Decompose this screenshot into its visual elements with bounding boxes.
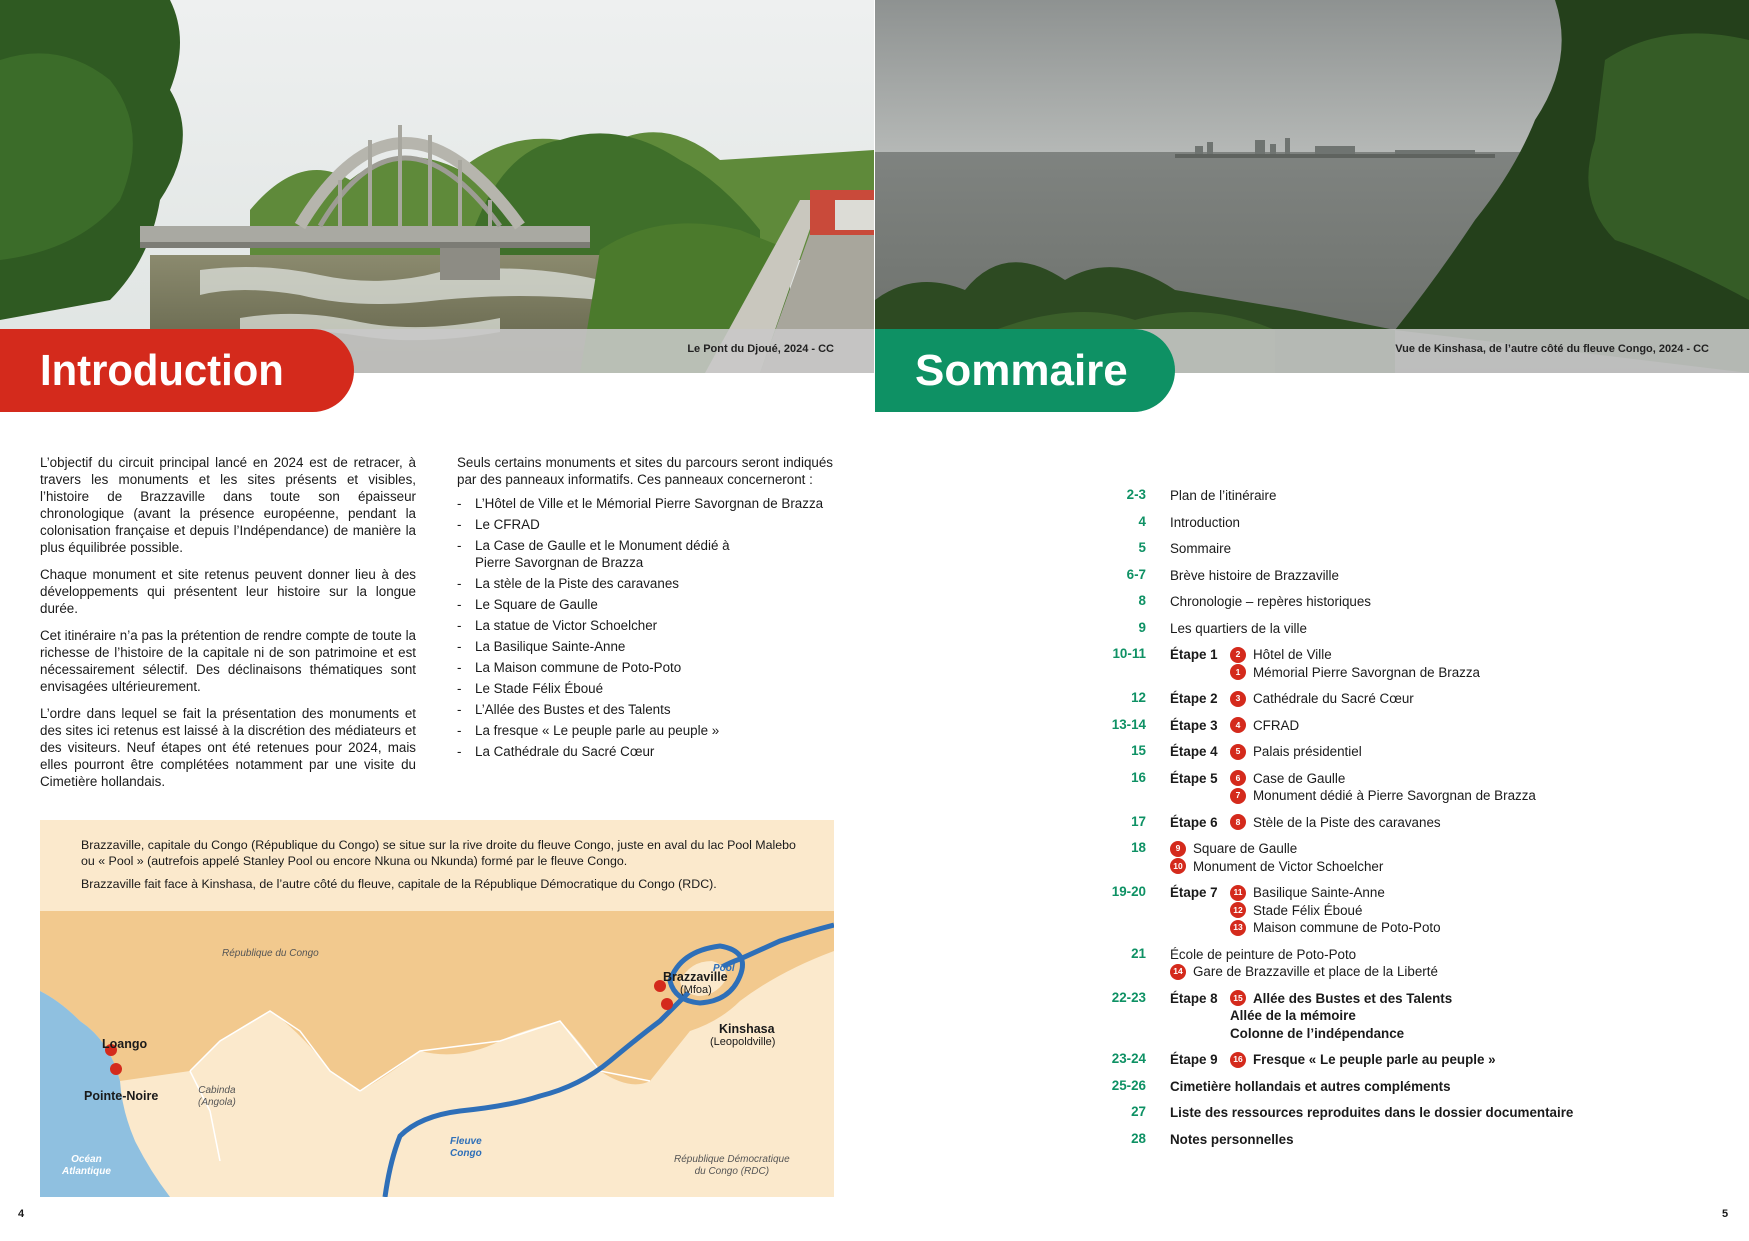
- toc-line: [1170, 620, 1710, 638]
- toc-page-number: 13-14: [1111, 716, 1146, 732]
- introduction-title-tab: [0, 329, 354, 412]
- toc-page-number: 15: [1131, 743, 1146, 758]
- site-number-badge: 10: [1170, 858, 1186, 874]
- label-ocean-atlantique: Océan Atlantique: [62, 1154, 111, 1177]
- map-text: Brazzaville fait face à Kinshasa, de l’autre côté du fleuve, capitale de la République Démocratique du Congo (RDC).: [81, 877, 717, 891]
- kinshasa-dot: [661, 998, 673, 1010]
- list-item: - Le Square de Gaulle: [457, 596, 833, 613]
- map-description: [81, 837, 801, 899]
- toc-entry-body: [1170, 690, 1710, 708]
- toc-entry: [1110, 487, 1710, 505]
- toc-entry: [1110, 1131, 1710, 1149]
- toc-item-text: École de peinture de Poto-Poto: [1170, 946, 1357, 962]
- list-item: - Le Stade Félix Éboué: [457, 680, 833, 697]
- toc-stage-label: Étape 8: [1170, 990, 1218, 1006]
- toc-line: [1170, 919, 1710, 937]
- toc-line: [1170, 717, 1710, 735]
- intro-paragraph: L’objectif du circuit principal lancé en 2024 est de retracer, à travers les monuments et les sites présents et visibles, l’histoire de Brazzaville dans toute son épaisseur chronologique (avant la présence européenne, pendant la colonisation française et depuis l’Indépendance) de manière la plus équilibrée possible.: [40, 455, 416, 555]
- bridge-photo-caption: Le Pont du Djoué, 2024 - CC: [687, 343, 834, 355]
- toc-entry: [1110, 540, 1710, 558]
- toc-entry: [1110, 1051, 1710, 1069]
- map-text: Brazzaville, capitale du Congo (République du Congo) se situe sur la rive droite du fleuve Congo, juste en aval du lac Pool Malebo ou « Pool » (autrefois appelé Stanley Pool ou encore Nkuna ou Nkunda) formé par le fleuve Congo.: [81, 838, 796, 868]
- toc-entry-body: [1170, 487, 1710, 505]
- toc-item-text: CFRAD: [1253, 717, 1300, 733]
- page-number-right: 5: [1722, 1208, 1729, 1220]
- toc-page-number: 9: [1138, 619, 1146, 635]
- toc-page-number: 21: [1131, 945, 1146, 961]
- toc-entry-body: [1170, 593, 1710, 611]
- toc-entry-body: [1170, 840, 1710, 875]
- toc-stage-label: Étape 7: [1170, 885, 1218, 900]
- toc-line: [1170, 1025, 1710, 1043]
- toc-item-text: Plan de l’itinéraire: [1170, 488, 1277, 503]
- toc-item-text: Gare de Brazzaville et place de la Liberté: [1193, 964, 1438, 979]
- intro-column-1: [40, 454, 416, 800]
- toc-line: [1170, 963, 1710, 981]
- toc-stage-label: Étape 5: [1170, 770, 1218, 786]
- site-number-badge: 1: [1230, 664, 1246, 680]
- list-item: - La Maison commune de Poto-Poto: [457, 659, 833, 676]
- intro-column-2: [457, 454, 833, 764]
- toc-page-number: 27: [1131, 1104, 1146, 1119]
- toc-line: [1170, 946, 1710, 964]
- list-item: - La Basilique Sainte-Anne: [457, 638, 833, 655]
- label-republique-du-congo: République du Congo: [222, 948, 319, 959]
- location-map: [40, 820, 834, 1197]
- site-number-badge: 14: [1170, 964, 1186, 980]
- toc-entry-body: [1170, 1104, 1710, 1122]
- label-leopoldville: (Leopoldville): [710, 1036, 776, 1048]
- toc-line: [1170, 902, 1710, 920]
- site-number-badge: 9: [1170, 841, 1186, 857]
- toc-line: [1170, 1078, 1710, 1096]
- toc-line: [1170, 1104, 1710, 1122]
- toc-entry: [1110, 884, 1710, 937]
- site-number-badge: 16: [1230, 1052, 1246, 1068]
- kinshasa-photo-caption: Vue de Kinshasa, de l’autre côté du fleuve Congo, 2024 - CC: [1395, 343, 1709, 355]
- bridge-photo: [0, 0, 874, 373]
- toc-page-number: 4: [1138, 513, 1146, 529]
- toc-line: [1170, 1131, 1710, 1149]
- toc-item-text: Case de Gaulle: [1253, 770, 1346, 786]
- toc-entry-body: [1170, 717, 1710, 735]
- toc-line: [1170, 593, 1710, 611]
- site-number-badge: 8: [1230, 814, 1246, 830]
- toc-entry: [1110, 690, 1710, 708]
- toc-stage-label: Étape 3: [1170, 717, 1218, 733]
- toc-entry: [1110, 990, 1710, 1043]
- list-item: - L’Allée des Bustes et des Talents: [457, 701, 833, 718]
- toc-item-text: Stade Félix Éboué: [1253, 902, 1363, 918]
- intro-paragraph: L’ordre dans lequel se fait la présentation des monuments et des sites ici retenus est laissé à la discrétion des médiateurs et des visiteurs. Neuf étapes ont été retenues pour 2024, mais elles pourront être complétées notamment par une visite du Cimetière hollandais.: [40, 706, 416, 789]
- toc-page-number: 22-23: [1111, 989, 1146, 1005]
- sommaire-title: Sommaire: [915, 346, 1128, 395]
- toc-item-text: Liste des ressources reproduites dans le dossier documentaire: [1170, 1105, 1574, 1120]
- toc-item-text: Hôtel de Ville: [1253, 647, 1332, 662]
- toc-item-text: Monument de Victor Schoelcher: [1193, 858, 1384, 874]
- toc-entry-body: [1170, 743, 1710, 761]
- toc-line: [1170, 1051, 1710, 1069]
- sommaire-title-tab: [875, 329, 1175, 412]
- toc-page-number: 12: [1131, 690, 1146, 705]
- list-item: - La stèle de la Piste des caravanes: [457, 575, 833, 592]
- intro-paragraph: Chaque monument et site retenus peuvent donner lieu à des développements qui présentent leur histoire sur la longue durée.: [40, 567, 416, 616]
- intro-paragraph: Cet itinéraire n’a pas la prétention de rendre compte de toute la richesse de l’histoire de la capitale ni de son patrimoine et est nécessairement sélectif. Des déclinaisons thématiques sont envisagées ultérieurement.: [40, 628, 416, 694]
- site-number-badge: 15: [1230, 990, 1246, 1006]
- toc-item-text: Notes personnelles: [1170, 1131, 1294, 1147]
- toc-stage-label: Étape 9: [1170, 1052, 1218, 1067]
- toc-page-number: 5: [1138, 540, 1146, 555]
- label-brazzaville: Brazzaville: [663, 970, 728, 984]
- toc-stage-label: Étape 4: [1170, 744, 1218, 759]
- toc-item-text: Palais présidentiel: [1253, 744, 1362, 759]
- toc-entry: [1110, 946, 1710, 981]
- toc-item-text: Brève histoire de Brazzaville: [1170, 567, 1339, 583]
- toc-entry-body: [1170, 1051, 1710, 1069]
- panels-intro: Seuls certains monuments et sites du parcours seront indiqués par des panneaux informatifs. Ces panneaux concerneront :: [457, 455, 833, 487]
- toc-entry-body: [1170, 946, 1710, 981]
- label-kinshasa: Kinshasa: [719, 1022, 775, 1036]
- toc-page-number: 2-3: [1126, 487, 1146, 502]
- toc-line: [1170, 690, 1710, 708]
- toc-line: [1170, 540, 1710, 558]
- toc-line: [1170, 787, 1710, 805]
- toc-item-text: Introduction: [1170, 514, 1240, 530]
- site-number-badge: 2: [1230, 647, 1246, 663]
- toc-page-number: 16: [1131, 769, 1146, 785]
- toc-line: [1170, 646, 1710, 664]
- panels-list: [457, 495, 833, 760]
- toc-line: [1170, 514, 1710, 532]
- label-mfoa: (Mfoa): [680, 984, 712, 996]
- label-loango: Loango: [102, 1037, 148, 1051]
- list-item: - Le CFRAD: [457, 516, 833, 533]
- toc-item-text: Allée de la mémoire: [1230, 1008, 1356, 1023]
- list-item: - La statue de Victor Schoelcher: [457, 617, 833, 634]
- list-item: - La fresque « Le peuple parle au peuple »: [457, 722, 833, 739]
- toc-page-number: 25-26: [1111, 1077, 1146, 1093]
- site-number-badge: 7: [1230, 788, 1246, 804]
- toc-stage-label: Étape 1: [1170, 647, 1218, 662]
- toc-page-number: 18: [1131, 840, 1146, 855]
- kinshasa-view-photo: [875, 0, 1749, 373]
- toc-item-text: Allée des Bustes et des Talents: [1253, 990, 1453, 1006]
- toc-entry: [1110, 1078, 1710, 1096]
- site-number-badge: 12: [1230, 902, 1246, 918]
- toc-item-text: Stèle de la Piste des caravanes: [1253, 814, 1441, 830]
- toc-entry: [1110, 840, 1710, 875]
- site-number-badge: 4: [1230, 717, 1246, 733]
- toc-item-text: Maison commune de Poto-Poto: [1253, 920, 1441, 935]
- toc-page-number: 8: [1138, 593, 1146, 608]
- toc-page-number: 17: [1131, 813, 1146, 829]
- toc-entry: [1110, 743, 1710, 761]
- toc-entry-body: [1170, 884, 1710, 937]
- toc-entry-body: [1170, 620, 1710, 638]
- toc-item-text: Les quartiers de la ville: [1170, 620, 1307, 636]
- toc-entry: [1110, 567, 1710, 585]
- toc-line: [1170, 814, 1710, 832]
- site-number-badge: 6: [1230, 770, 1246, 786]
- toc-entry: [1110, 593, 1710, 611]
- label-pool: Pool: [713, 963, 735, 974]
- list-item: - La Cathédrale du Sacré Cœur: [457, 743, 833, 760]
- toc-line: [1170, 567, 1710, 585]
- toc-item-text: Mémorial Pierre Savorgnan de Brazza: [1253, 664, 1481, 680]
- label-pointe-noire: Pointe-Noire: [84, 1089, 159, 1103]
- label-fleuve-congo: Fleuve Congo: [450, 1136, 482, 1159]
- site-number-badge: 5: [1230, 744, 1246, 760]
- toc-entry-body: [1170, 646, 1710, 681]
- label-rdc: République Démocratique du Congo (RDC): [674, 1154, 790, 1177]
- toc-page-number: 10-11: [1112, 646, 1146, 661]
- toc-entry-body: [1170, 990, 1710, 1043]
- list-item: - La Case de Gaulle et le Monument dédié à Pierre Savorgnan de Brazza: [457, 537, 735, 571]
- toc-stage-label: Étape 2: [1170, 691, 1218, 706]
- toc-page-number: 23-24: [1111, 1051, 1146, 1066]
- toc-entry: [1110, 717, 1710, 735]
- toc-item-text: Cimetière hollandais et autres compléments: [1170, 1078, 1451, 1094]
- toc-page-number: 6-7: [1126, 566, 1146, 582]
- toc-item-text: Basilique Sainte-Anne: [1253, 885, 1385, 900]
- toc-line: [1170, 1007, 1710, 1025]
- toc-entry: [1110, 620, 1710, 638]
- toc-item-text: Colonne de l’indépendance: [1230, 1025, 1405, 1041]
- toc-entry-body: [1170, 514, 1710, 532]
- toc-item-text: Fresque « Le peuple parle au peuple »: [1253, 1052, 1496, 1067]
- toc-item-text: Square de Gaulle: [1193, 841, 1298, 856]
- toc-page-number: 28: [1131, 1130, 1146, 1146]
- toc-line: [1170, 770, 1710, 788]
- toc-entry-body: [1170, 540, 1710, 558]
- toc-line: [1170, 487, 1710, 505]
- toc-stage-label: Étape 6: [1170, 814, 1218, 830]
- toc-entry-body: [1170, 770, 1710, 805]
- toc-entry-body: [1170, 567, 1710, 585]
- toc-entry: [1110, 514, 1710, 532]
- table-of-contents: [1110, 487, 1710, 1157]
- toc-line: [1170, 840, 1710, 858]
- page-number-left: 4: [18, 1208, 25, 1220]
- toc-line: [1170, 664, 1710, 682]
- list-item: - L’Hôtel de Ville et le Mémorial Pierre Savorgnan de Brazza: [457, 495, 833, 512]
- toc-entry: [1110, 770, 1710, 805]
- toc-item-text: Monument dédié à Pierre Savorgnan de Brazza: [1253, 788, 1536, 803]
- toc-entry: [1110, 646, 1710, 681]
- toc-line: [1170, 990, 1710, 1008]
- site-number-badge: 3: [1230, 691, 1246, 707]
- toc-page-number: 19-20: [1111, 884, 1146, 899]
- toc-item-text: Chronologie – repères historiques: [1170, 594, 1371, 609]
- label-cabinda: Cabinda (Angola): [198, 1085, 236, 1108]
- pointe-noire-dot: [110, 1063, 122, 1075]
- toc-line: [1170, 743, 1710, 761]
- toc-item-text: Sommaire: [1170, 541, 1232, 556]
- site-number-badge: 13: [1230, 920, 1246, 936]
- toc-line: [1170, 858, 1710, 876]
- toc-entry: [1110, 1104, 1710, 1122]
- site-number-badge: 11: [1230, 885, 1246, 901]
- toc-entry-body: [1170, 1131, 1710, 1149]
- toc-item-text: Cathédrale du Sacré Cœur: [1253, 691, 1414, 706]
- toc-entry: [1110, 814, 1710, 832]
- toc-entry-body: [1170, 814, 1710, 832]
- toc-entry-body: [1170, 1078, 1710, 1096]
- introduction-title: Introduction: [40, 346, 284, 395]
- toc-line: [1170, 884, 1710, 902]
